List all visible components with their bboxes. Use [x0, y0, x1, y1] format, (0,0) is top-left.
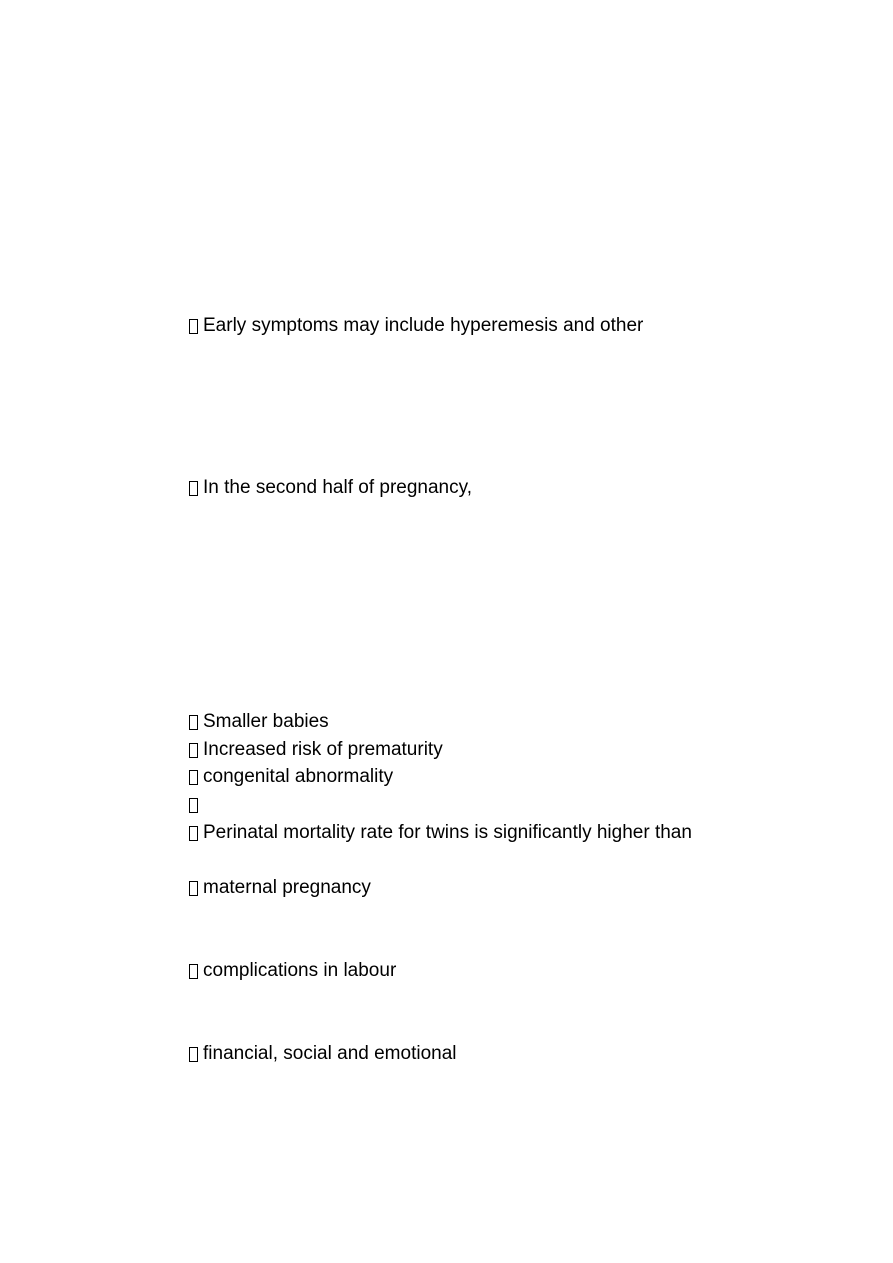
- missing-glyph-box-icon: [189, 770, 198, 785]
- missing-glyph-box-icon: [189, 715, 198, 730]
- missing-glyph-box-icon: [189, 481, 198, 496]
- bullet-text: complications in labour: [203, 960, 397, 981]
- bullet-line: [189, 821, 692, 845]
- bullet-line: [189, 876, 371, 900]
- bullet-line: [189, 738, 443, 762]
- bullet-line: [189, 793, 203, 817]
- missing-glyph-box-icon: [189, 743, 198, 758]
- bullet-text: financial, social and emotional: [203, 1043, 457, 1064]
- bullet-text: Early symptoms may include hyperemesis and other: [203, 315, 644, 336]
- missing-glyph-box-icon: [189, 964, 198, 979]
- bullet-text: Smaller babies: [203, 711, 329, 732]
- bullet-line: [189, 476, 472, 500]
- bullet-line: [189, 710, 329, 734]
- missing-glyph-box-icon: [189, 798, 198, 813]
- bullet-line: [189, 765, 393, 789]
- bullet-line: [189, 1042, 457, 1066]
- bullet-text: Perinatal mortality rate for twins is significantly higher than: [203, 822, 692, 843]
- missing-glyph-box-icon: [189, 319, 198, 334]
- missing-glyph-box-icon: [189, 1047, 198, 1062]
- bullet-line: [189, 314, 643, 338]
- bullet-text: In the second half of pregnancy,: [203, 477, 472, 498]
- bullet-line: [189, 959, 396, 983]
- missing-glyph-box-icon: [189, 881, 198, 896]
- bullet-text: Increased risk of prematurity: [203, 739, 443, 760]
- bullet-text: congenital abnormality: [203, 766, 394, 787]
- bullet-text: maternal pregnancy: [203, 877, 371, 898]
- missing-glyph-box-icon: [189, 826, 198, 841]
